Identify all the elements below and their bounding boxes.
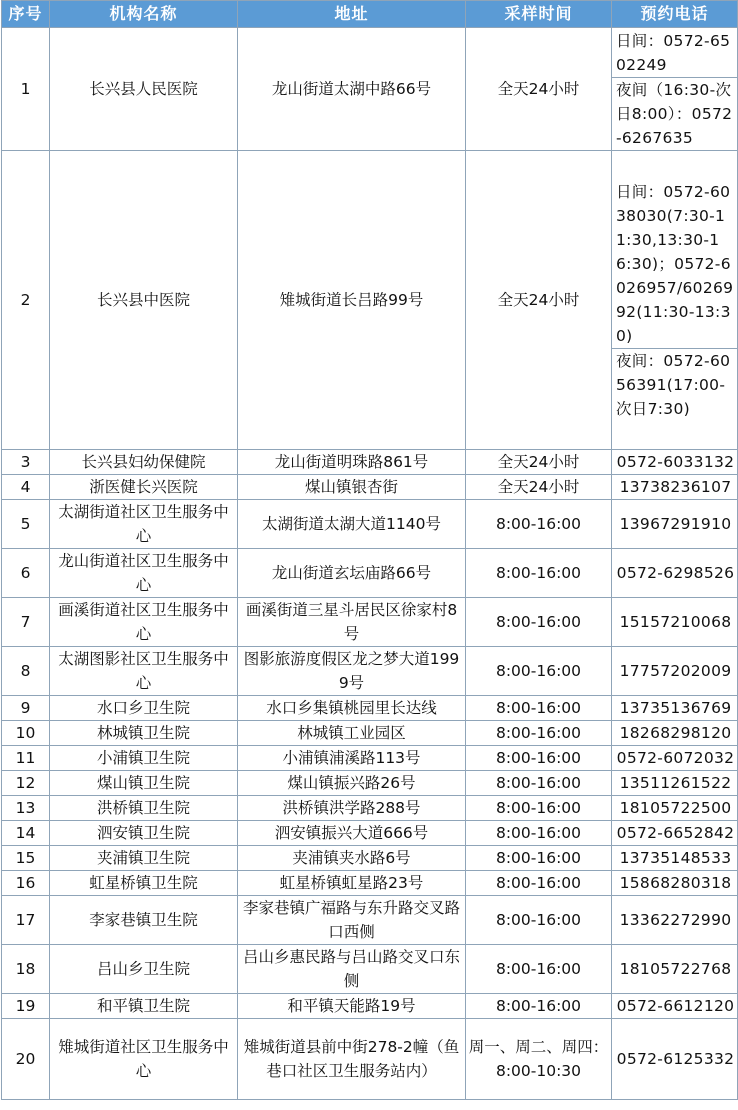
row-number: 15: [2, 846, 50, 871]
table-row: [2, 896, 738, 945]
table-row: [2, 721, 738, 746]
booking-phone: [612, 450, 738, 475]
table-row: [2, 450, 738, 475]
phone-entry: 0572-6072032: [616, 749, 735, 767]
sampling-time: 8:00-16:00: [466, 994, 612, 1019]
institution-name: 吕山乡卫生院: [50, 945, 238, 994]
address: 龙山街道太湖中路66号: [238, 28, 466, 151]
table-row: [2, 28, 738, 151]
institution-name: 画溪街道社区卫生服务中心: [50, 598, 238, 647]
sampling-time: 8:00-16:00: [466, 549, 612, 598]
booking-phone: [612, 500, 738, 549]
booking-phone: [612, 945, 738, 994]
phone-entry: 13362272990: [619, 911, 732, 929]
phone-entry: 0572-6612120: [616, 997, 735, 1015]
institution-name: 李家巷镇卫生院: [50, 896, 238, 945]
address: 太湖街道太湖大道1140号: [238, 500, 466, 549]
sampling-time: 8:00-16:00: [466, 771, 612, 796]
phone-entry: 18105722768: [619, 960, 732, 978]
phone-entry: 夜间：0572-6056391(17:00-次日7:30): [612, 348, 737, 421]
row-number: 9: [2, 696, 50, 721]
booking-phone: [612, 151, 738, 450]
header-time: 采样时间: [466, 1, 612, 28]
table-row: [2, 1019, 738, 1100]
row-number: 11: [2, 746, 50, 771]
booking-phone: [612, 994, 738, 1019]
row-number: 12: [2, 771, 50, 796]
institution-name: 太湖图影社区卫生服务中心: [50, 647, 238, 696]
phone-entry: 夜间（16:30-次日8:00）：0572-6267635: [612, 77, 737, 150]
address: 雉城街道县前中街278-2幢（鱼巷口社区卫生服务站内）: [238, 1019, 466, 1100]
address: 雉城街道长吕路99号: [238, 151, 466, 450]
booking-phone: [612, 821, 738, 846]
sampling-time: 8:00-16:00: [466, 796, 612, 821]
institution-name: 泗安镇卫生院: [50, 821, 238, 846]
institution-name: 洪桥镇卫生院: [50, 796, 238, 821]
address: 林城镇工业园区: [238, 721, 466, 746]
booking-phone: [612, 1019, 738, 1100]
booking-phone: [612, 28, 738, 151]
institution-name: 虹星桥镇卫生院: [50, 871, 238, 896]
address: 吕山乡惠民路与吕山路交叉口东侧: [238, 945, 466, 994]
address: 煤山镇银杏街: [238, 475, 466, 500]
table-row: [2, 821, 738, 846]
institution-name: 夹浦镇卫生院: [50, 846, 238, 871]
booking-phone: [612, 475, 738, 500]
address: 画溪街道三星斗居民区徐家村8号: [238, 598, 466, 647]
row-number: 10: [2, 721, 50, 746]
row-number: 3: [2, 450, 50, 475]
institution-name: 长兴县人民医院: [50, 28, 238, 151]
phone-entry: 0572-6125332: [616, 1050, 735, 1068]
row-number: 4: [2, 475, 50, 500]
sampling-time: 8:00-16:00: [466, 746, 612, 771]
sampling-time: 8:00-16:00: [466, 721, 612, 746]
table-row: [2, 151, 738, 450]
table-row: [2, 945, 738, 994]
table-row: [2, 746, 738, 771]
phone-entry: 17757202009: [619, 662, 732, 680]
booking-phone: [612, 796, 738, 821]
address: 李家巷镇广福路与东升路交叉路口西侧: [238, 896, 466, 945]
table-row: [2, 647, 738, 696]
sampling-time: 全天24小时: [466, 28, 612, 151]
phone-entry: 13738236107: [619, 478, 732, 496]
sampling-time: 8:00-16:00: [466, 696, 612, 721]
header-no: 序号: [2, 1, 50, 28]
address: 小浦镇浦溪路113号: [238, 746, 466, 771]
row-number: 20: [2, 1019, 50, 1100]
row-number: 7: [2, 598, 50, 647]
booking-phone: [612, 549, 738, 598]
sampling-time: 8:00-16:00: [466, 945, 612, 994]
table-row: [2, 598, 738, 647]
table-row: [2, 500, 738, 549]
table-row: [2, 846, 738, 871]
row-number: 16: [2, 871, 50, 896]
institution-name: 长兴县妇幼保健院: [50, 450, 238, 475]
testing-sites-table: [1, 0, 738, 1100]
address: 泗安镇振兴大道666号: [238, 821, 466, 846]
booking-phone: [612, 598, 738, 647]
phone-entry: 日间：0572-6502249: [616, 31, 731, 74]
header-name: 机构名称: [50, 1, 238, 28]
row-number: 18: [2, 945, 50, 994]
header-row: [2, 1, 738, 28]
row-number: 1: [2, 28, 50, 151]
phone-entry: 18105722500: [619, 799, 732, 817]
institution-name: 长兴县中医院: [50, 151, 238, 450]
phone-entry: 0572-6033132: [616, 453, 735, 471]
institution-name: 煤山镇卫生院: [50, 771, 238, 796]
phone-entry: 13511261522: [619, 774, 732, 792]
institution-name: 水口乡卫生院: [50, 696, 238, 721]
institution-name: 龙山街道社区卫生服务中心: [50, 549, 238, 598]
address: 煤山镇振兴路26号: [238, 771, 466, 796]
booking-phone: [612, 696, 738, 721]
booking-phone: [612, 721, 738, 746]
row-number: 2: [2, 151, 50, 450]
address: 水口乡集镇桃园里长达线: [238, 696, 466, 721]
table-row: [2, 871, 738, 896]
sampling-time: 8:00-16:00: [466, 598, 612, 647]
sampling-time: 全天24小时: [466, 151, 612, 450]
address: 龙山街道玄坛庙路66号: [238, 549, 466, 598]
phone-entry: 15868280318: [619, 874, 732, 892]
row-number: 6: [2, 549, 50, 598]
institution-name: 林城镇卫生院: [50, 721, 238, 746]
institution-name: 小浦镇卫生院: [50, 746, 238, 771]
phone-entry: 13735136769: [619, 699, 732, 717]
sampling-time: 8:00-16:00: [466, 500, 612, 549]
table-row: [2, 475, 738, 500]
booking-phone: [612, 771, 738, 796]
header-phone: 预约电话: [612, 1, 738, 28]
booking-phone: [612, 746, 738, 771]
row-number: 17: [2, 896, 50, 945]
table-body: [2, 28, 738, 1100]
booking-phone: [612, 846, 738, 871]
sampling-time: 全天24小时: [466, 450, 612, 475]
phone-entry: 18268298120: [619, 724, 732, 742]
address: 虹星桥镇虹星路23号: [238, 871, 466, 896]
address: 龙山街道明珠路861号: [238, 450, 466, 475]
sampling-time: 8:00-16:00: [466, 871, 612, 896]
address: 洪桥镇洪学路288号: [238, 796, 466, 821]
phone-entry: 0572-6298526: [616, 564, 735, 582]
phone-entry: 13967291910: [619, 515, 732, 533]
row-number: 13: [2, 796, 50, 821]
row-number: 8: [2, 647, 50, 696]
institution-name: 雉城街道社区卫生服务中心: [50, 1019, 238, 1100]
phone-entry: 13735148533: [619, 849, 732, 867]
row-number: 19: [2, 994, 50, 1019]
table-row: [2, 549, 738, 598]
phone-entry: 15157210068: [619, 613, 732, 631]
address: 图影旅游度假区龙之梦大道1999号: [238, 647, 466, 696]
row-number: 14: [2, 821, 50, 846]
institution-name: 浙医健长兴医院: [50, 475, 238, 500]
table-row: [2, 994, 738, 1019]
row-number: 5: [2, 500, 50, 549]
phone-entry: 日间：0572-6038030(7:30-11:30,13:30-16:30)；0572-6026957/6026992(11:30-13:30): [616, 182, 734, 345]
booking-phone: [612, 871, 738, 896]
institution-name: 太湖街道社区卫生服务中心: [50, 500, 238, 549]
sampling-time: 全天24小时: [466, 475, 612, 500]
sampling-time: 8:00-16:00: [466, 896, 612, 945]
table-row: [2, 696, 738, 721]
address: 和平镇天能路19号: [238, 994, 466, 1019]
institution-name: 和平镇卫生院: [50, 994, 238, 1019]
table-row: [2, 796, 738, 821]
phone-entry: 0572-6652842: [616, 824, 735, 842]
sampling-time: 8:00-16:00: [466, 846, 612, 871]
table-row: [2, 771, 738, 796]
booking-phone: [612, 647, 738, 696]
sampling-time: 8:00-16:00: [466, 647, 612, 696]
sampling-time: 8:00-16:00: [466, 821, 612, 846]
sampling-time: 周一、周二、周四：8:00-10:30: [466, 1019, 612, 1100]
booking-phone: [612, 896, 738, 945]
header-address: 地址: [238, 1, 466, 28]
address: 夹浦镇夹水路6号: [238, 846, 466, 871]
